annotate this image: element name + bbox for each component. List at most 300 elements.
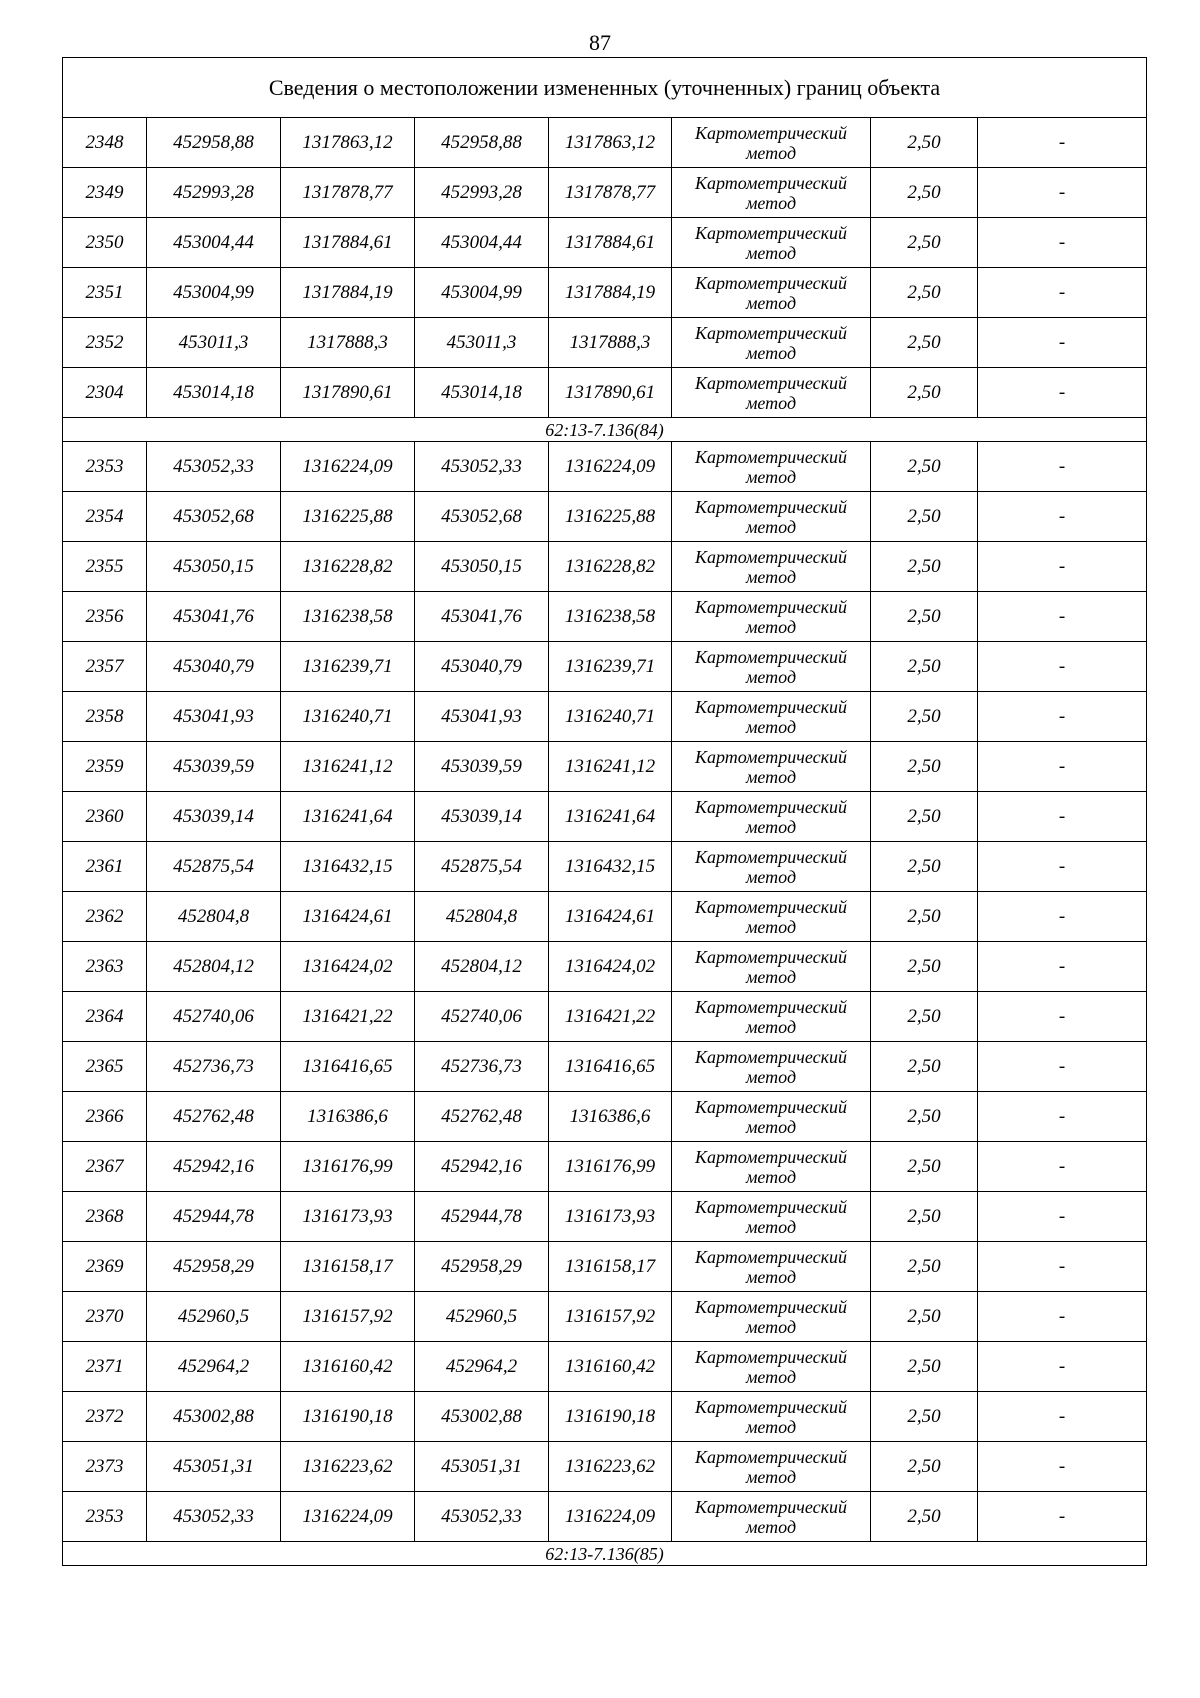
table-row bbox=[63, 992, 1147, 1042]
x-refined-cell: 453052,68 bbox=[415, 492, 549, 542]
point-number-cell: 2361 bbox=[63, 842, 147, 892]
note-cell: - bbox=[978, 318, 1147, 368]
method-cell bbox=[672, 1392, 871, 1442]
method-line1: Картометрический bbox=[694, 596, 847, 617]
table-row bbox=[63, 1192, 1147, 1242]
y-existing-cell: 1316190,18 bbox=[281, 1392, 415, 1442]
table-row bbox=[63, 1292, 1147, 1342]
y-refined-cell: 1316238,58 bbox=[549, 592, 672, 642]
x-existing-cell: 452993,28 bbox=[147, 168, 281, 218]
note-cell: - bbox=[978, 1242, 1147, 1292]
y-refined-cell: 1316239,71 bbox=[549, 642, 672, 692]
method-cell bbox=[672, 268, 871, 318]
x-refined-cell: 453050,15 bbox=[415, 542, 549, 592]
method-line1: Картометрический bbox=[694, 322, 847, 343]
point-number-cell: 2353 bbox=[63, 1492, 147, 1542]
x-existing-cell: 453039,14 bbox=[147, 792, 281, 842]
table-row bbox=[63, 118, 1147, 168]
y-existing-cell: 1316160,42 bbox=[281, 1342, 415, 1392]
method-line1: Картометрический bbox=[694, 122, 847, 143]
x-refined-cell: 452875,54 bbox=[415, 842, 549, 892]
method-cell bbox=[672, 1492, 871, 1542]
method-cell bbox=[672, 1042, 871, 1092]
table-row bbox=[63, 218, 1147, 268]
table-row bbox=[63, 1392, 1147, 1442]
note-cell: - bbox=[978, 542, 1147, 592]
method-line1: Картометрический bbox=[694, 646, 847, 667]
accuracy-cell: 2,50 bbox=[871, 1042, 978, 1092]
note-cell: - bbox=[978, 592, 1147, 642]
table-row bbox=[63, 1442, 1147, 1492]
point-number-cell: 2364 bbox=[63, 992, 147, 1042]
section-label: 62:13-7.136(84) bbox=[63, 418, 1147, 442]
x-refined-cell: 453011,3 bbox=[415, 318, 549, 368]
point-number-cell: 2371 bbox=[63, 1342, 147, 1392]
point-number-cell: 2354 bbox=[63, 492, 147, 542]
note-cell: - bbox=[978, 168, 1147, 218]
x-refined-cell: 453004,99 bbox=[415, 268, 549, 318]
y-existing-cell: 1316157,92 bbox=[281, 1292, 415, 1342]
x-refined-cell: 452942,16 bbox=[415, 1142, 549, 1192]
point-number-cell: 2362 bbox=[63, 892, 147, 942]
point-number-cell: 2368 bbox=[63, 1192, 147, 1242]
x-refined-cell: 453051,31 bbox=[415, 1442, 549, 1492]
x-existing-cell: 453004,44 bbox=[147, 218, 281, 268]
section-row bbox=[63, 418, 1147, 442]
accuracy-cell: 2,50 bbox=[871, 892, 978, 942]
x-refined-cell: 452804,12 bbox=[415, 942, 549, 992]
y-refined-cell: 1316424,61 bbox=[549, 892, 672, 942]
table-row bbox=[63, 592, 1147, 642]
y-refined-cell: 1316386,6 bbox=[549, 1092, 672, 1142]
method-line1: Картометрический bbox=[694, 996, 847, 1017]
note-cell: - bbox=[978, 792, 1147, 842]
point-number-cell: 2366 bbox=[63, 1092, 147, 1142]
y-existing-cell: 1316239,71 bbox=[281, 642, 415, 692]
method-line1: Картометрический bbox=[694, 1396, 847, 1417]
point-number-cell: 2363 bbox=[63, 942, 147, 992]
table-row bbox=[63, 842, 1147, 892]
method-line2: метод bbox=[745, 1266, 797, 1287]
table-title: Сведения о местоположении измененных (уточненных) границ объекта bbox=[63, 58, 1147, 118]
y-refined-cell: 1316176,99 bbox=[549, 1142, 672, 1192]
x-existing-cell: 453014,18 bbox=[147, 368, 281, 418]
method-cell bbox=[672, 442, 871, 492]
accuracy-cell: 2,50 bbox=[871, 1242, 978, 1292]
accuracy-cell: 2,50 bbox=[871, 592, 978, 642]
method-cell bbox=[672, 1342, 871, 1392]
x-refined-cell: 453014,18 bbox=[415, 368, 549, 418]
x-existing-cell: 453002,88 bbox=[147, 1392, 281, 1442]
x-existing-cell: 453051,31 bbox=[147, 1442, 281, 1492]
method-cell bbox=[672, 842, 871, 892]
point-number-cell: 2351 bbox=[63, 268, 147, 318]
method-cell bbox=[672, 492, 871, 542]
x-existing-cell: 453011,3 bbox=[147, 318, 281, 368]
note-cell: - bbox=[978, 942, 1147, 992]
x-refined-cell: 452964,2 bbox=[415, 1342, 549, 1392]
note-cell: - bbox=[978, 742, 1147, 792]
method-line2: метод bbox=[745, 392, 797, 413]
table-row bbox=[63, 368, 1147, 418]
method-cell bbox=[672, 942, 871, 992]
table-row bbox=[63, 268, 1147, 318]
note-cell: - bbox=[978, 1292, 1147, 1342]
method-line2: метод bbox=[745, 616, 797, 637]
y-refined-cell: 1317890,61 bbox=[549, 368, 672, 418]
accuracy-cell: 2,50 bbox=[871, 542, 978, 592]
table-row bbox=[63, 1142, 1147, 1192]
method-line1: Картометрический bbox=[694, 846, 847, 867]
x-existing-cell: 453039,59 bbox=[147, 742, 281, 792]
accuracy-cell: 2,50 bbox=[871, 842, 978, 892]
table-row bbox=[63, 792, 1147, 842]
method-line2: метод bbox=[745, 192, 797, 213]
accuracy-cell: 2,50 bbox=[871, 642, 978, 692]
note-cell: - bbox=[978, 368, 1147, 418]
x-existing-cell: 453041,76 bbox=[147, 592, 281, 642]
y-existing-cell: 1316432,15 bbox=[281, 842, 415, 892]
x-refined-cell: 452993,28 bbox=[415, 168, 549, 218]
method-line2: метод bbox=[745, 816, 797, 837]
table-row bbox=[63, 892, 1147, 942]
note-cell: - bbox=[978, 1192, 1147, 1242]
table-row bbox=[63, 942, 1147, 992]
x-refined-cell: 452958,29 bbox=[415, 1242, 549, 1292]
table-row bbox=[63, 1342, 1147, 1392]
boundary-coordinates-table bbox=[62, 57, 1147, 1566]
point-number-cell: 2357 bbox=[63, 642, 147, 692]
table-row bbox=[63, 1092, 1147, 1142]
method-line1: Картометрический bbox=[694, 446, 847, 467]
method-line2: метод bbox=[745, 566, 797, 587]
note-cell: - bbox=[978, 842, 1147, 892]
note-cell: - bbox=[978, 1392, 1147, 1442]
y-existing-cell: 1316158,17 bbox=[281, 1242, 415, 1292]
point-number-cell: 2304 bbox=[63, 368, 147, 418]
note-cell: - bbox=[978, 268, 1147, 318]
x-existing-cell: 452960,5 bbox=[147, 1292, 281, 1342]
y-existing-cell: 1316238,58 bbox=[281, 592, 415, 642]
y-existing-cell: 1316225,88 bbox=[281, 492, 415, 542]
x-existing-cell: 452958,29 bbox=[147, 1242, 281, 1292]
x-refined-cell: 453040,79 bbox=[415, 642, 549, 692]
method-line1: Картометрический bbox=[694, 1046, 847, 1067]
y-existing-cell: 1317888,3 bbox=[281, 318, 415, 368]
method-cell bbox=[672, 368, 871, 418]
method-line2: метод bbox=[745, 292, 797, 313]
method-line2: метод bbox=[745, 1066, 797, 1087]
y-existing-cell: 1316421,22 bbox=[281, 992, 415, 1042]
x-existing-cell: 452762,48 bbox=[147, 1092, 281, 1142]
y-existing-cell: 1316224,09 bbox=[281, 442, 415, 492]
method-line2: метод bbox=[745, 666, 797, 687]
method-line1: Картометрический bbox=[694, 746, 847, 767]
note-cell: - bbox=[978, 1442, 1147, 1492]
section-row bbox=[63, 1542, 1147, 1566]
x-refined-cell: 453041,93 bbox=[415, 692, 549, 742]
y-existing-cell: 1317884,19 bbox=[281, 268, 415, 318]
y-refined-cell: 1317884,61 bbox=[549, 218, 672, 268]
method-line2: метод bbox=[745, 766, 797, 787]
y-refined-cell: 1316416,65 bbox=[549, 1042, 672, 1092]
x-refined-cell: 453052,33 bbox=[415, 442, 549, 492]
accuracy-cell: 2,50 bbox=[871, 992, 978, 1042]
y-refined-cell: 1317888,3 bbox=[549, 318, 672, 368]
method-cell bbox=[672, 792, 871, 842]
note-cell: - bbox=[978, 1042, 1147, 1092]
method-cell bbox=[672, 1192, 871, 1242]
method-line2: метод bbox=[745, 516, 797, 537]
method-line1: Картометрический bbox=[694, 1246, 847, 1267]
method-line2: метод bbox=[745, 866, 797, 887]
method-cell bbox=[672, 1242, 871, 1292]
method-line1: Картометрический bbox=[694, 796, 847, 817]
accuracy-cell: 2,50 bbox=[871, 692, 978, 742]
method-line2: метод bbox=[745, 142, 797, 163]
y-refined-cell: 1316240,71 bbox=[549, 692, 672, 742]
method-line1: Картометрический bbox=[694, 1096, 847, 1117]
page-number: 87 bbox=[589, 30, 611, 55]
method-cell bbox=[672, 318, 871, 368]
y-refined-cell: 1316424,02 bbox=[549, 942, 672, 992]
y-refined-cell: 1316225,88 bbox=[549, 492, 672, 542]
accuracy-cell: 2,50 bbox=[871, 1292, 978, 1342]
x-refined-cell: 452736,73 bbox=[415, 1042, 549, 1092]
x-existing-cell: 453004,99 bbox=[147, 268, 281, 318]
accuracy-cell: 2,50 bbox=[871, 118, 978, 168]
note-cell: - bbox=[978, 1342, 1147, 1392]
note-cell: - bbox=[978, 992, 1147, 1042]
x-existing-cell: 452740,06 bbox=[147, 992, 281, 1042]
method-line2: метод bbox=[745, 1016, 797, 1037]
accuracy-cell: 2,50 bbox=[871, 268, 978, 318]
point-number-cell: 2367 bbox=[63, 1142, 147, 1192]
x-refined-cell: 453039,59 bbox=[415, 742, 549, 792]
y-existing-cell: 1316386,6 bbox=[281, 1092, 415, 1142]
note-cell: - bbox=[978, 1492, 1147, 1542]
note-cell: - bbox=[978, 118, 1147, 168]
y-refined-cell: 1316432,15 bbox=[549, 842, 672, 892]
y-refined-cell: 1316224,09 bbox=[549, 1492, 672, 1542]
method-line2: метод bbox=[745, 716, 797, 737]
y-refined-cell: 1316223,62 bbox=[549, 1442, 672, 1492]
point-number-cell: 2359 bbox=[63, 742, 147, 792]
note-cell: - bbox=[978, 218, 1147, 268]
note-cell: - bbox=[978, 892, 1147, 942]
method-cell bbox=[672, 168, 871, 218]
method-line1: Картометрический bbox=[694, 222, 847, 243]
y-refined-cell: 1316224,09 bbox=[549, 442, 672, 492]
y-refined-cell: 1316190,18 bbox=[549, 1392, 672, 1442]
note-cell: - bbox=[978, 692, 1147, 742]
point-number-cell: 2353 bbox=[63, 442, 147, 492]
note-cell: - bbox=[978, 1142, 1147, 1192]
y-refined-cell: 1316158,17 bbox=[549, 1242, 672, 1292]
method-line2: метод bbox=[745, 1316, 797, 1337]
method-line1: Картометрический bbox=[694, 372, 847, 393]
point-number-cell: 2350 bbox=[63, 218, 147, 268]
x-existing-cell: 453050,15 bbox=[147, 542, 281, 592]
method-line2: метод bbox=[745, 466, 797, 487]
method-cell bbox=[672, 692, 871, 742]
y-existing-cell: 1316416,65 bbox=[281, 1042, 415, 1092]
note-cell: - bbox=[978, 642, 1147, 692]
table-row bbox=[63, 692, 1147, 742]
accuracy-cell: 2,50 bbox=[871, 1092, 978, 1142]
point-number-cell: 2370 bbox=[63, 1292, 147, 1342]
x-existing-cell: 453052,33 bbox=[147, 442, 281, 492]
method-line2: метод bbox=[745, 242, 797, 263]
point-number-cell: 2352 bbox=[63, 318, 147, 368]
accuracy-cell: 2,50 bbox=[871, 1142, 978, 1192]
table-title-row bbox=[63, 58, 1147, 118]
y-refined-cell: 1317884,19 bbox=[549, 268, 672, 318]
method-line2: метод bbox=[745, 1166, 797, 1187]
y-refined-cell: 1316160,42 bbox=[549, 1342, 672, 1392]
table-row bbox=[63, 642, 1147, 692]
y-existing-cell: 1317884,61 bbox=[281, 218, 415, 268]
method-cell bbox=[672, 218, 871, 268]
y-refined-cell: 1317878,77 bbox=[549, 168, 672, 218]
method-cell bbox=[672, 118, 871, 168]
method-cell bbox=[672, 1442, 871, 1492]
note-cell: - bbox=[978, 442, 1147, 492]
point-number-cell: 2358 bbox=[63, 692, 147, 742]
method-line1: Картометрический bbox=[694, 696, 847, 717]
note-cell: - bbox=[978, 492, 1147, 542]
method-line1: Картометрический bbox=[694, 172, 847, 193]
y-existing-cell: 1316241,12 bbox=[281, 742, 415, 792]
accuracy-cell: 2,50 bbox=[871, 1342, 978, 1392]
y-refined-cell: 1316241,64 bbox=[549, 792, 672, 842]
method-line2: метод bbox=[745, 1516, 797, 1537]
x-existing-cell: 452804,12 bbox=[147, 942, 281, 992]
x-existing-cell: 453041,93 bbox=[147, 692, 281, 742]
method-line2: метод bbox=[745, 342, 797, 363]
accuracy-cell: 2,50 bbox=[871, 1192, 978, 1242]
table-row bbox=[63, 1492, 1147, 1542]
x-refined-cell: 452960,5 bbox=[415, 1292, 549, 1342]
x-existing-cell: 453040,79 bbox=[147, 642, 281, 692]
table-row bbox=[63, 542, 1147, 592]
accuracy-cell: 2,50 bbox=[871, 492, 978, 542]
y-existing-cell: 1316176,99 bbox=[281, 1142, 415, 1192]
method-cell bbox=[672, 1142, 871, 1192]
method-cell bbox=[672, 742, 871, 792]
x-existing-cell: 452944,78 bbox=[147, 1192, 281, 1242]
y-existing-cell: 1316228,82 bbox=[281, 542, 415, 592]
y-refined-cell: 1316421,22 bbox=[549, 992, 672, 1042]
method-line1: Картометрический bbox=[694, 896, 847, 917]
method-line2: метод bbox=[745, 916, 797, 937]
method-cell bbox=[672, 1292, 871, 1342]
accuracy-cell: 2,50 bbox=[871, 942, 978, 992]
y-existing-cell: 1316424,02 bbox=[281, 942, 415, 992]
point-number-cell: 2348 bbox=[63, 118, 147, 168]
point-number-cell: 2355 bbox=[63, 542, 147, 592]
x-refined-cell: 453041,76 bbox=[415, 592, 549, 642]
method-line1: Картометрический bbox=[694, 1196, 847, 1217]
method-cell bbox=[672, 542, 871, 592]
y-refined-cell: 1316228,82 bbox=[549, 542, 672, 592]
table-row bbox=[63, 742, 1147, 792]
y-existing-cell: 1316241,64 bbox=[281, 792, 415, 842]
x-refined-cell: 453052,33 bbox=[415, 1492, 549, 1542]
y-refined-cell: 1316173,93 bbox=[549, 1192, 672, 1242]
method-line1: Картометрический bbox=[694, 1296, 847, 1317]
accuracy-cell: 2,50 bbox=[871, 742, 978, 792]
x-refined-cell: 452740,06 bbox=[415, 992, 549, 1042]
table-row bbox=[63, 492, 1147, 542]
x-existing-cell: 452804,8 bbox=[147, 892, 281, 942]
method-line1: Картометрический bbox=[694, 946, 847, 967]
x-existing-cell: 452875,54 bbox=[147, 842, 281, 892]
method-line1: Картометрический bbox=[694, 496, 847, 517]
accuracy-cell: 2,50 bbox=[871, 1492, 978, 1542]
x-refined-cell: 452958,88 bbox=[415, 118, 549, 168]
y-refined-cell: 1316157,92 bbox=[549, 1292, 672, 1342]
point-number-cell: 2373 bbox=[63, 1442, 147, 1492]
method-cell bbox=[672, 592, 871, 642]
accuracy-cell: 2,50 bbox=[871, 442, 978, 492]
method-line2: метод bbox=[745, 1366, 797, 1387]
method-line2: метод bbox=[745, 1216, 797, 1237]
table-body bbox=[63, 58, 1147, 1566]
method-cell bbox=[672, 1092, 871, 1142]
x-existing-cell: 452942,16 bbox=[147, 1142, 281, 1192]
y-existing-cell: 1316173,93 bbox=[281, 1192, 415, 1242]
y-existing-cell: 1317890,61 bbox=[281, 368, 415, 418]
y-existing-cell: 1316240,71 bbox=[281, 692, 415, 742]
table-row bbox=[63, 168, 1147, 218]
x-refined-cell: 453002,88 bbox=[415, 1392, 549, 1442]
method-cell bbox=[672, 992, 871, 1042]
note-cell: - bbox=[978, 1092, 1147, 1142]
accuracy-cell: 2,50 bbox=[871, 218, 978, 268]
accuracy-cell: 2,50 bbox=[871, 368, 978, 418]
y-existing-cell: 1316223,62 bbox=[281, 1442, 415, 1492]
accuracy-cell: 2,50 bbox=[871, 168, 978, 218]
method-line2: метод bbox=[745, 1116, 797, 1137]
method-cell bbox=[672, 892, 871, 942]
y-existing-cell: 1316224,09 bbox=[281, 1492, 415, 1542]
y-existing-cell: 1317863,12 bbox=[281, 118, 415, 168]
point-number-cell: 2369 bbox=[63, 1242, 147, 1292]
x-refined-cell: 453039,14 bbox=[415, 792, 549, 842]
method-line2: метод bbox=[745, 1416, 797, 1437]
x-existing-cell: 453052,68 bbox=[147, 492, 281, 542]
method-line1: Картометрический bbox=[694, 1146, 847, 1167]
point-number-cell: 2372 bbox=[63, 1392, 147, 1442]
accuracy-cell: 2,50 bbox=[871, 1392, 978, 1442]
y-refined-cell: 1316241,12 bbox=[549, 742, 672, 792]
table-row bbox=[63, 1042, 1147, 1092]
method-line1: Картометрический bbox=[694, 546, 847, 567]
x-refined-cell: 452804,8 bbox=[415, 892, 549, 942]
method-cell bbox=[672, 642, 871, 692]
x-existing-cell: 452736,73 bbox=[147, 1042, 281, 1092]
table-row bbox=[63, 442, 1147, 492]
x-refined-cell: 452944,78 bbox=[415, 1192, 549, 1242]
table-row bbox=[63, 318, 1147, 368]
method-line1: Картометрический bbox=[694, 1496, 847, 1517]
accuracy-cell: 2,50 bbox=[871, 318, 978, 368]
y-existing-cell: 1317878,77 bbox=[281, 168, 415, 218]
method-line2: метод bbox=[745, 1466, 797, 1487]
x-existing-cell: 452958,88 bbox=[147, 118, 281, 168]
accuracy-cell: 2,50 bbox=[871, 1442, 978, 1492]
